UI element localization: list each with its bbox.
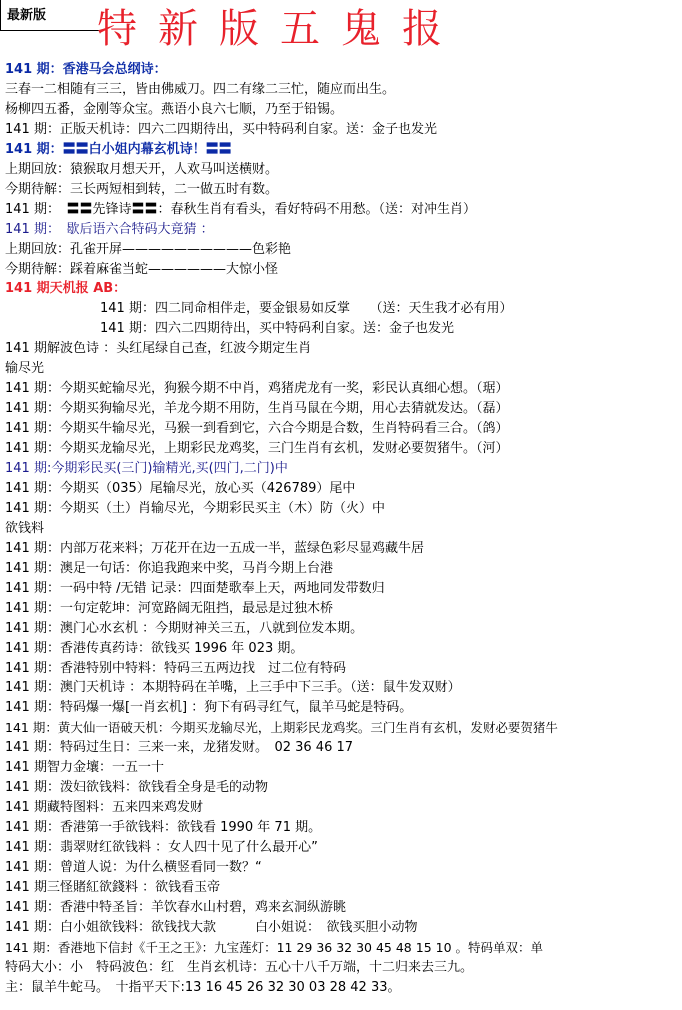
text-line: 141 期：香港中特圣旨：羊饮春水山村碧，鸡来玄洞纵游眺 [5, 899, 346, 915]
text-line: 141 期：香港马会总纲诗： [5, 62, 167, 77]
text-line: 141 期：四二同命相伴走，要金银易如反掌 （送：天生我才必有用） [100, 301, 513, 317]
text-line: 141 期：正版天机诗：四六二四期待出，买中特码利自家。送：金子也发光 [5, 121, 437, 137]
text-line: 141 期三怪賭紅欲錢料 ：欲钱看玉帝 [5, 879, 221, 895]
text-line: 141 期：特码爆一爆[一肖玄机] ：狗下有码寻红气，鼠羊马蛇是特码。 [5, 700, 413, 716]
text-line: 141 期：今期买（035）尾输尽光，放心买（426789）尾中 [5, 480, 356, 496]
text-line: 欲钱料 [5, 520, 45, 536]
text-line: 141 期：今期买牛输尽光，马猴一到看到它，六合今期是合数，生肖特码看三合。（鸽） [5, 421, 509, 437]
text-line: 141 期：香港传真药诗：欲钱买 1996 年 023 期。 [5, 640, 304, 656]
text-line: 141 期：一码中特 /无错 记录：四面楚歌奉上天，两地同发带数归 [5, 580, 385, 596]
text-line: 141 期：今期买蛇输尽光，狗猴今期不中肖，鸡猪虎龙有一奖，彩民认真细心想。（琚） [5, 381, 509, 397]
text-line: 141 期：翡翠财红欲钱料 ：女人四十见了什么最开心” [5, 840, 318, 856]
text-line: 141 期：黄大仙一语破天机：今期买龙输尽光，上期彩民龙鸡奖。三门生肖有玄机，发财必要贺猪牛 [5, 720, 558, 736]
text-line: 141 期：一句定乾坤：河宽路阔无阻挡，最忌是过独木桥 [5, 600, 333, 616]
text-line: 141 期:今期彩民买(三门)输精光,买(四门,二门)中 [5, 461, 288, 476]
text-line: 141 期藏特图料：五来四来鸡发财 [5, 800, 203, 816]
text-line: 141 期智力金壤：一五一十 [5, 760, 164, 776]
text-line: 141 期：内部万花来料；万花开在边一五成一半，蓝绿色彩尽显鸡藏牛居 [5, 540, 424, 556]
text-line: 今期待解：踩着麻雀当蛇——————大惊小怪 [5, 261, 279, 277]
text-line: 141 期： 歇后语六合特码大竟猜 ： [5, 221, 214, 237]
text-line: 输尽光 [5, 361, 45, 377]
text-line: 主：鼠羊牛蛇马。 十指平天下:13 16 45 26 32 30 03 28 42 33。 [5, 979, 401, 995]
text-line: 杨柳四五番，金刚等众宝。燕语小良六七顺，乃至于铅锡。 [5, 101, 344, 117]
text-line: 141 期：特码过生日：三来一来，龙猪发财。 02 36 46 17 [5, 740, 354, 756]
text-line: 上期回放：孔雀开屏——————————色彩艳 [5, 241, 292, 257]
text-line: 141 期：四六二四期待出，买中特码利自家。送：金子也发光 [100, 321, 454, 337]
text-line: 上期回放：猿猴取月想天开，人欢马叫送横财。 [5, 161, 279, 177]
text-line: 141 期：白小姐欲钱料：欲钱找大款 白小姐说： 欲钱买胆小动物 [5, 919, 418, 935]
text-line: 三春一二相随有三三，皆由佛威刀。四二有缘二三忙，随应而出生。 [5, 81, 396, 97]
page-title: 特新版五鬼报 [97, 6, 463, 52]
text-line: 141 期：澳足一句话：你追我跑来中奖，马肖今期上台港 [5, 560, 333, 576]
text-line: 特码大小：小 特码波色：红 生肖玄机诗：五心十八千万端，十二归来去三九。 [5, 959, 474, 975]
text-line: 141 期：泼妇欲钱料：欲钱看全身是毛的动物 [5, 780, 268, 796]
text-line: 141 期：曾道人说：为什么横竖看同一数？“ [5, 860, 262, 875]
text-line: 141 期：澳门天机诗 ：本期特码在羊嘴，上三手中下三手。（送：鼠牛发双财） [5, 680, 461, 696]
text-line: 141 期：今期买狗输尽光，羊龙今期不用防，生肖马鼠在今期，用心去猜就发达。（磊） [5, 401, 509, 417]
text-line: 141 期解波色诗 ：头红尾绿自己查，红波今期定生肖 [5, 341, 312, 357]
text-line: 141 期：今期买（土）肖输尽光，今期彩民买主（木）防（火）中 [5, 500, 385, 516]
corner-frame [0, 0, 101, 31]
text-line: 141 期天机报 AB： [5, 281, 127, 297]
edition-label: 最新版 [7, 8, 47, 23]
text-line: 141 期：今期买龙输尽光，上期彩民龙鸡奖，三门生肖有玄机，发财必要贺猪牛。（河） [5, 441, 509, 457]
text-line: 141 期：澳门心水玄机 ：今期财神关三五，八就到位发本期。 [5, 620, 364, 636]
text-line: 今期待解：三长两短相到转，二一做五时有数。 [5, 181, 279, 197]
text-line: 141 期：香港第一手欲钱料：欲钱看 1990 年 71 期。 [5, 820, 322, 836]
text-line: 141 期：香港特别中特料：特码三五两边找 过二位有特码 [5, 660, 346, 676]
text-line: 141 期： 〓〓先锋诗〓〓：春秋生肖有看头，看好特码不用愁。（送：对冲生肖） [5, 201, 476, 217]
text-line: 141 期：〓〓白小姐内幕玄机诗！〓〓 [5, 141, 232, 157]
text-line: 141 期：香港地下信封《千王之王》：九宝莲灯：11 29 36 32 30 45 48 15 10 。特码单双：单 [5, 939, 543, 955]
